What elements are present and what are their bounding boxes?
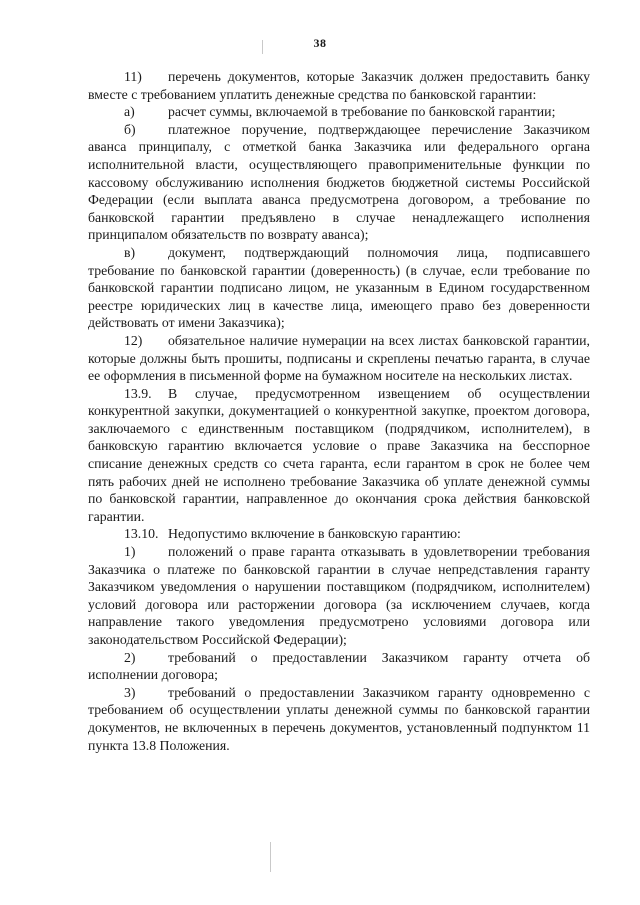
item-number: а) (124, 104, 135, 120)
paragraph-text: платежное поручение, подтверждающее перечисление Заказчиком аванса принципалу, с отметкой банка Заказчика или федерального органа исполнительной власти, осуществляющего правоприменительные функции по кассовому обслуживанию исполнения бюджетов бюджетной системы Российской Федерации (если выплата аванса предусмотрена договором, а требование по банковской гарантии предъявлено в случае ненадлежащего исполнения принципалом обязательств по возврату аванса); (88, 121, 590, 243)
clause-number: 13.9. (124, 385, 152, 401)
paragraph-clause-13-10 (88, 525, 590, 543)
item-number: в) (124, 244, 136, 260)
scan-artifact-line (270, 842, 271, 872)
page-number: 38 (313, 36, 327, 50)
paragraph-text: перечень документов, которые Заказчик должен предоставить банку вместе с требованием уплатить денежные средства по банковской гарантии: (88, 69, 590, 102)
paragraph-clause-13-9 (88, 385, 590, 526)
document-body (88, 68, 590, 754)
paragraph-text: требований о предоставлении Заказчиком гаранту одновременно с требованием об осуществлении уплаты денежной суммы по банковской гарантии документов, не включенных в перечень документов, установленный подпунктом 11 пункта 13.8 Положения. (88, 684, 590, 753)
item-number: 2) (124, 649, 136, 665)
scan-artifact-line (262, 40, 263, 54)
item-number: 1) (124, 544, 136, 560)
paragraph-text: требований о предоставлении Заказчиком гаранту отчета об исполнении договора; (88, 649, 590, 683)
paragraph-text: Недопустимо включение в банковскую гарантию: (168, 526, 461, 542)
paragraph-text: положений о праве гаранта отказывать в удовлетворении требования Заказчика о платеже по банковской гарантии в случае непредставления гаранту Заказчиком уведомления о нарушении поставщиком (подрядчиком, исполнителем) условий договора или расторжении договора (за исключением случаев, когда направление такого уведомления предусмотрено условиями договора или законодательством Российской Федерации); (88, 544, 590, 647)
item-number: 11) (124, 69, 142, 84)
paragraph-text: В случае, предусмотренном извещением об осуществлении конкурентной закупки, документацией о конкурентной закупке, проектом договора, заключаемого с единственным поставщиком (подрядчиком, исполнителем), в банковскую гарантию включается условие о праве Заказчика на бесспорное списание денежных средств со счета гаранта, если гарантом в срок не более чем пять рабочих дней не исполнено требование Заказчика об уплате денежной суммы по банковской гарантии, направленное до окончания срока действия банковской гарантии. (88, 385, 590, 524)
paragraph-text: обязательное наличие нумерации на всех листах банковской гарантии, которые должны быть прошиты, подписаны и скреплены печатью гаранта, в случае ее оформления в письменной форме на бумажном носителе на нескольких листах. (88, 332, 590, 384)
clause-number: 13.10. (124, 526, 159, 542)
paragraph-text: расчет суммы, включаемой в требование по банковской гарантии; (168, 104, 556, 120)
paragraph-subitem-a (88, 103, 590, 121)
paragraph-subitem-v (88, 244, 590, 332)
paragraph-list-item-3 (88, 684, 590, 754)
paragraph-list-item-1 (88, 543, 590, 649)
item-number: 3) (124, 684, 136, 700)
paragraph-item-12 (88, 332, 590, 385)
paragraph-list-item-2 (88, 649, 590, 684)
item-number: 12) (124, 332, 143, 348)
paragraph-subitem-b (88, 121, 590, 244)
paragraph-text: документ, подтверждающий полномочия лица, подписавшего требование по банковской гарантии (доверенность) (в случае, если требование по банковской гарантии подписано лицом, не указанным в Едином государственном реестре юридических лиц в качестве лица, имеющего право без доверенности действовать от имени Заказчика); (88, 244, 590, 331)
paragraph-item-11 (88, 68, 590, 103)
item-number: б) (124, 121, 136, 137)
